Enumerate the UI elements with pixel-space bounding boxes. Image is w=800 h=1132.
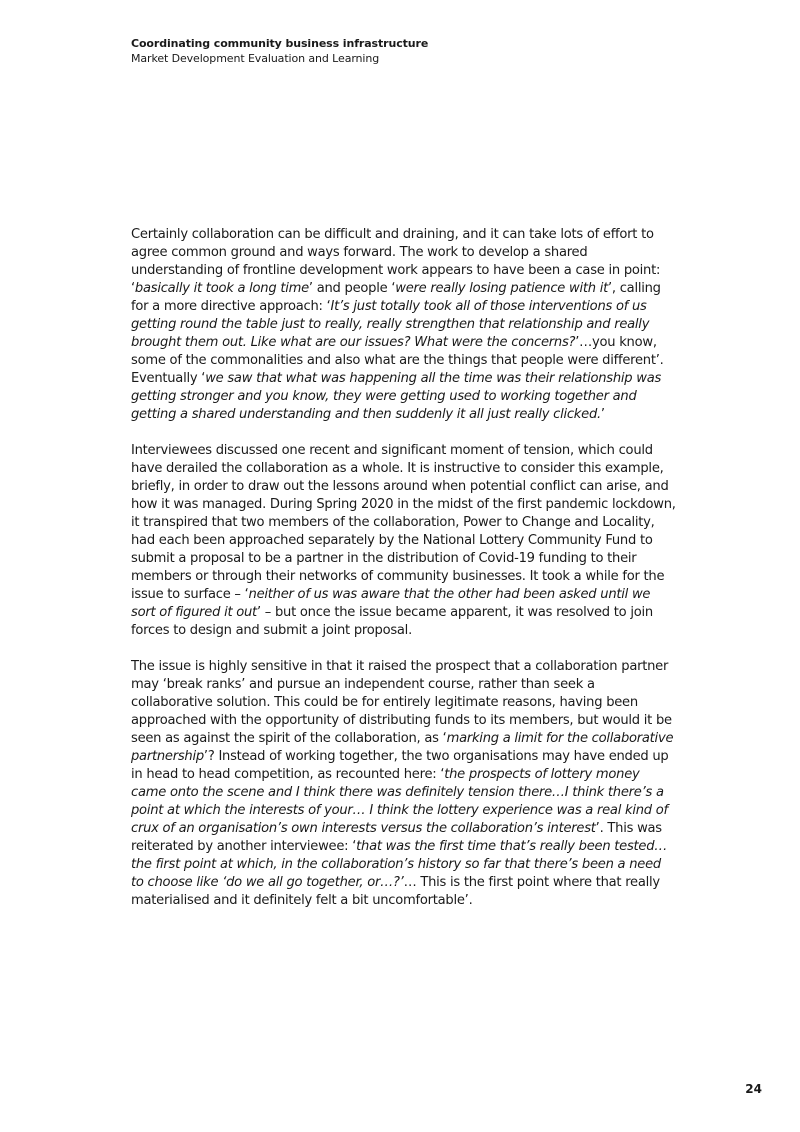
text-segment: ’? Instead of working together, the two organisations may have ended up in head to head competition, as recounted here: ‘	[131, 749, 669, 782]
paragraph-2	[131, 442, 676, 640]
text-segment: … This is the first point where that really materialised and it definitely felt a bit uncomfortable’.	[131, 875, 660, 908]
quote-segment: marking a limit for the collaborative partnership	[131, 731, 674, 764]
quote-segment: neither of us was aware that the other had been asked until we sort of figured it out	[131, 587, 651, 620]
text-segment: ’, calling for a more directive approach: ‘	[131, 281, 661, 314]
document-subtitle: Market Development Evaluation and Learning	[131, 52, 380, 65]
text-segment: The issue is highly sensitive in that it raised the prospect that a collaboration partner may ‘break ranks’ and pursue an independent course, rather than seek a collaborative solution. This could be for entirely legitimate reasons, having been approached with the opportunity of distributing funds to its members, but would it be seen as against the spirit of the collaboration, as ‘	[131, 659, 672, 746]
paragraph-3	[131, 658, 676, 910]
document-title: Coordinating community business infrastructure	[131, 37, 429, 50]
quote-segment: basically it took a long time	[134, 281, 309, 296]
text-segment: ’ and people ‘	[308, 281, 396, 296]
quote-segment: were really losing patience with it	[395, 281, 608, 296]
quote-segment: It’s just totally took all of those interventions of us getting round the table just to really, really strengthen that relationship and really brought them out. Like what are our issues? What were the concerns?	[131, 299, 650, 350]
page-number: 24	[745, 1082, 762, 1096]
text-segment: ’…you know, some of the commonalities and also what are the things that people were different’. Eventually ‘	[131, 335, 664, 386]
quote-segment: the prospects of lottery money came onto the scene and I think there was definitely tension there…I think there’s a point at which the interests of your… I think the lottery experience was a real kind of crux of an organisation’s own interests versus the collaboration’s interest	[131, 767, 668, 836]
quote-segment: that was the first time that’s really been tested…the first point at which, in the collaboration’s history so far that there’s been a need to choose like ‘do we all go together, or…?’	[131, 839, 668, 890]
body-text	[131, 226, 676, 928]
running-header	[131, 36, 731, 66]
text-segment: ’ – but once the issue became apparent, it was resolved to join forces to design and submit a joint proposal.	[131, 605, 653, 638]
text-segment: Certainly collaboration can be difficult and draining, and it can take lots of effort to agree common ground and ways forward. The work to develop a shared understanding of frontline development work appears to have been a case in point: ‘	[131, 227, 661, 296]
paragraph-1	[131, 226, 676, 424]
quote-segment: we saw that what was happening all the time was their relationship was getting stronger and you know, they were getting used to working together and getting a shared understanding and then suddenly it all just really clicked.	[131, 371, 662, 422]
text-segment: ’. This was reiterated by another interviewee: ‘	[131, 821, 662, 854]
text-segment: ’	[600, 407, 605, 422]
text-segment: Interviewees discussed one recent and significant moment of tension, which could have derailed the collaboration as a whole. It is instructive to consider this example, briefly, in order to draw out the lessons around when potential conflict can arise, and how it was managed. During Spring 2020 in the midst of the first pandemic lockdown, it transpired that two members of the collaboration, Power to Change and Locality, had each been approached separately by the National Lottery Community Fund to submit a proposal to be a partner in the distribution of Covid-19 funding to their members or through their networks of community businesses. It took a while for the issue to surface – ‘	[131, 443, 676, 602]
